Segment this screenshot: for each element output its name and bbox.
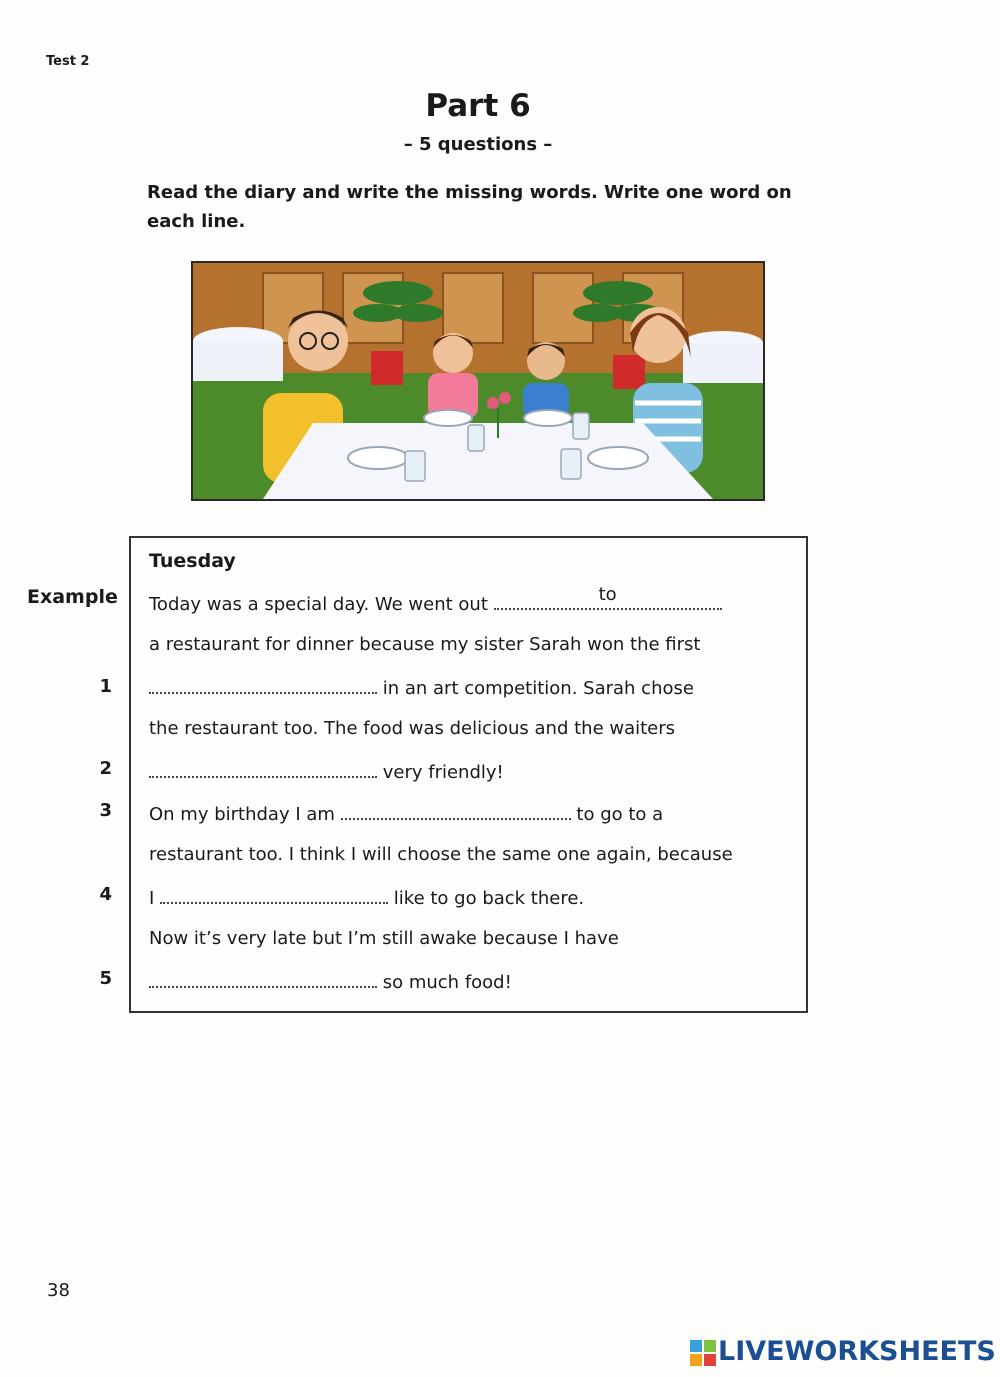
test-label: Test 2 bbox=[46, 54, 90, 69]
question-number-3: 3 bbox=[99, 800, 112, 821]
diary-line: Now it’s very late but I’m still awake because I have bbox=[149, 928, 619, 949]
page-number: 38 bbox=[47, 1280, 70, 1301]
line-text: like to go back there. bbox=[393, 888, 585, 909]
question-number-1: 1 bbox=[99, 676, 112, 697]
diary-line-example bbox=[149, 584, 722, 615]
line-text: I bbox=[149, 888, 155, 909]
part-subtitle: – 5 questions – bbox=[403, 134, 553, 155]
example-label: Example bbox=[27, 586, 118, 608]
example-answer: to bbox=[598, 584, 617, 605]
line-text: Today was a special day. We went out bbox=[149, 594, 488, 615]
diary-line: a restaurant for dinner because my sister Sarah won the first bbox=[149, 634, 701, 655]
diary-line-q1 bbox=[149, 676, 694, 699]
diary-line-q2 bbox=[149, 760, 504, 783]
question-number-5: 5 bbox=[99, 968, 112, 989]
answer-gap-3[interactable] bbox=[341, 802, 571, 820]
diary-box bbox=[129, 536, 808, 1013]
answer-gap-1[interactable] bbox=[149, 676, 377, 694]
instructions: Read the diary and write the missing words. Write one word on each line. bbox=[147, 182, 792, 232]
question-number-4: 4 bbox=[99, 884, 112, 905]
line-text: On my birthday I am bbox=[149, 804, 335, 825]
answer-gap-2[interactable] bbox=[149, 760, 377, 778]
line-text: in an art competition. Sarah chose bbox=[382, 678, 694, 699]
diary-day: Tuesday bbox=[149, 550, 236, 572]
liveworksheets-logo-icon bbox=[690, 1340, 716, 1366]
diary-line: restaurant too. I think I will choose the same one again, because bbox=[149, 844, 733, 865]
answer-gap-4[interactable] bbox=[160, 886, 388, 904]
question-number-2: 2 bbox=[99, 758, 112, 779]
diary-line-q5 bbox=[149, 970, 512, 993]
watermark bbox=[690, 1336, 996, 1367]
family-restaurant-illustration bbox=[191, 261, 765, 501]
diary-line-q3 bbox=[149, 802, 663, 825]
restaurant-scene-icon bbox=[193, 263, 763, 499]
diary-line-q4 bbox=[149, 886, 584, 909]
example-answer-gap bbox=[494, 584, 722, 610]
line-text: to go to a bbox=[576, 804, 664, 825]
watermark-text: LIVEWORKSHEETS bbox=[718, 1336, 996, 1367]
diary-line: the restaurant too. The food was delicious and the waiters bbox=[149, 718, 676, 739]
part-title: Part 6 bbox=[425, 88, 531, 124]
answer-gap-5[interactable] bbox=[149, 970, 377, 988]
line-text: so much food! bbox=[382, 972, 512, 993]
line-text: very friendly! bbox=[382, 762, 504, 783]
